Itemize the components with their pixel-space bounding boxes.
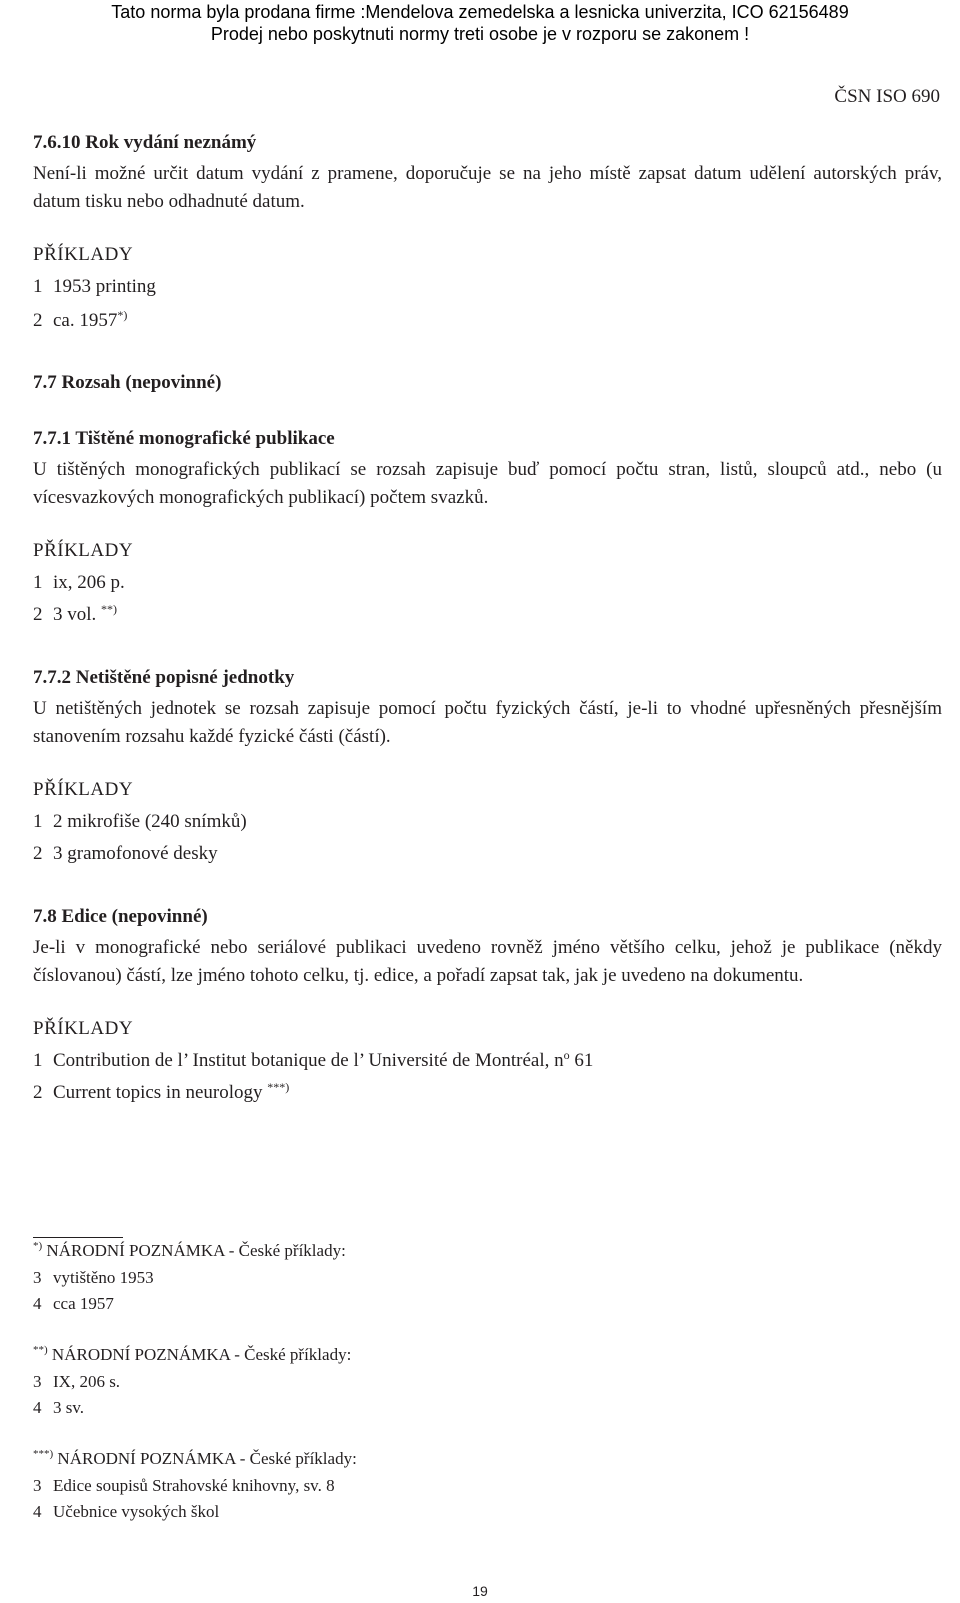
footnote-line-number: 4 xyxy=(33,1502,42,1521)
example-text: ca. 1957 xyxy=(53,310,118,331)
footnote-line xyxy=(33,1398,84,1418)
examples-label: PŘÍKLADY xyxy=(33,540,134,561)
superscript-o: o xyxy=(563,1048,570,1062)
footnote-line-text: 3 sv. xyxy=(53,1398,85,1417)
section-7-7-1-text: U tištěných monografických publikací se rozsah zapisuje buď pomocí počtu stran, listů, sloupců atd., nebo (u vícesvazkových monografických publikací) počtem svazků. xyxy=(33,459,942,508)
watermark-line-2: Prodej nebo poskytnuti normy treti osobe je v rozporu se zakonem ! xyxy=(210,24,750,44)
footnote-line xyxy=(33,1294,114,1314)
footnote-line xyxy=(33,1372,120,1392)
footnote-title xyxy=(33,1449,357,1469)
footnote-title-text: NÁRODNÍ POZNÁMKA - České příklady: xyxy=(51,1345,352,1364)
example-text: 3 vol. xyxy=(53,604,97,625)
example-item xyxy=(33,812,247,832)
section-7-7-1-heading: 7.7.1 Tištěné monografické publikace xyxy=(33,428,335,449)
examples-label: PŘÍKLADY xyxy=(33,1018,134,1039)
footnote-line-text: cca 1957 xyxy=(53,1294,114,1313)
example-number: 1 xyxy=(33,276,43,297)
footnote-line-text: IX, 206 s. xyxy=(53,1372,121,1391)
footnote-line-number: 3 xyxy=(33,1372,42,1391)
example-text: Contribution de l’ Institut botanique de l’ Université de Montréal, n xyxy=(53,1050,564,1071)
example-number: 2 xyxy=(33,843,43,864)
footnote-line-text: Učebnice vysokých škol xyxy=(53,1502,220,1521)
footnote-line xyxy=(33,1268,154,1288)
example-item xyxy=(33,277,156,297)
example-item xyxy=(33,602,118,625)
footnote-mark: **) xyxy=(101,602,118,616)
footnote-title xyxy=(33,1345,351,1365)
footnote-line-number: 4 xyxy=(33,1294,42,1313)
footnote-mark: ***) xyxy=(33,1448,54,1460)
example-text: ix, 206 p. xyxy=(53,572,125,593)
footnote-line-text: vytištěno 1953 xyxy=(53,1268,154,1287)
section-7-6-10-text: Není-li možné určit datum vydání z pramene, doporučuje se na jeho místě zapsat datum udělení autorských práv, datum tisku nebo odhadnuté datum. xyxy=(33,163,942,212)
example-item xyxy=(33,308,128,331)
examples-label: PŘÍKLADY xyxy=(33,779,134,800)
footnote-title-text: NÁRODNÍ POZNÁMKA - České příklady: xyxy=(57,1449,357,1468)
footnote-title xyxy=(33,1241,346,1261)
example-item xyxy=(33,844,218,864)
section-7-8-heading: 7.8 Edice (nepovinné) xyxy=(33,906,208,927)
example-text: 2 mikrofiše (240 snímků) xyxy=(53,811,247,832)
footnote-mark: ***) xyxy=(267,1080,290,1094)
footnote-mark: *) xyxy=(33,1240,43,1252)
standard-id: ČSN ISO 690 xyxy=(834,86,940,107)
page-number: 19 xyxy=(472,1583,488,1599)
example-number: 1 xyxy=(33,1050,43,1071)
example-text: Current topics in neurology xyxy=(53,1082,263,1103)
section-7-7-2-heading: 7.7.2 Netištěné popisné jednotky xyxy=(33,667,295,688)
examples-label: PŘÍKLADY xyxy=(33,244,134,265)
example-number: 2 xyxy=(33,310,43,331)
section-7-6-10-heading: 7.6.10 Rok vydání neznámý xyxy=(33,132,257,153)
example-item xyxy=(33,573,125,593)
footnote-title-text: NÁRODNÍ POZNÁMKA - České příklady: xyxy=(46,1241,346,1260)
example-number: 1 xyxy=(33,572,43,593)
example-item xyxy=(33,1080,290,1103)
section-7-7-heading: 7.7 Rozsah (nepovinné) xyxy=(33,372,222,393)
example-text-tail: 61 xyxy=(569,1050,594,1071)
footnote-line-text: Edice soupisů Strahovské knihovny, sv. 8 xyxy=(53,1476,335,1495)
example-number: 1 xyxy=(33,811,43,832)
footnote-divider xyxy=(33,1237,123,1238)
watermark-line-1: Tato norma byla prodana firme :Mendelova zemedelska a lesnicka univerzita, ICO 62156489 xyxy=(111,2,849,22)
footnote-line-number: 3 xyxy=(33,1268,42,1287)
example-number: 2 xyxy=(33,1082,43,1103)
example-text: 1953 printing xyxy=(53,276,156,297)
footnote-line xyxy=(33,1476,335,1496)
example-item xyxy=(33,1048,594,1071)
example-text: 3 gramofonové desky xyxy=(53,843,218,864)
example-number: 2 xyxy=(33,604,43,625)
section-7-8-text: Je-li v monografické nebo seriálové publikaci uvedeno rovněž jméno většího celku, jehož je publikace (někdy číslovanou) částí, lze jméno tohoto celku, tj. edice, a pořadí zapsat tak, jak je uvedeno na dokumentu. xyxy=(33,937,942,986)
footnote-mark: *) xyxy=(117,308,128,322)
section-7-7-2-text: U netištěných jednotek se rozsah zapisuje pomocí počtu fyzických částí, je-li to vhodné upřesněných přesnějším stanovením rozsahu každé fyzické části (částí). xyxy=(33,698,942,747)
footnote-line-number: 3 xyxy=(33,1476,42,1495)
footnote-line-number: 4 xyxy=(33,1398,42,1417)
footnote-mark: **) xyxy=(33,1344,48,1356)
footnote-line xyxy=(33,1502,219,1522)
